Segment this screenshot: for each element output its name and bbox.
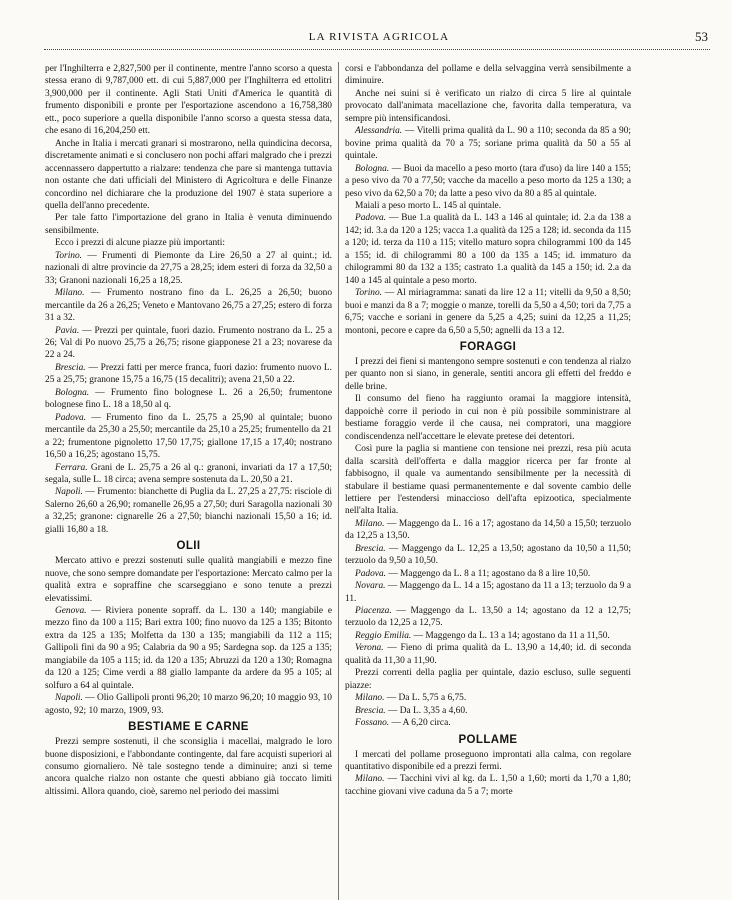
- market-entry: [345, 125, 631, 162]
- market-prices: Grani de L. 25,75 a 26 al q.: granoni, invariati da 17 a 17,50; segala, sulle L. 18 circa; avena sempre sostenuta da L. 20,50 a 21.: [45, 462, 333, 485]
- paragraph: Ecco i prezzi di alcune piazze più importanti:: [55, 238, 225, 249]
- paragraph: Prezzi sempre sostenuti, il che sconsiglia i macellai, malgrado le loro buone disposizioni, e l'abbondante contingente, dal fare acquisti superiori al consumo giornaliero. Nè tale sostegno tende a diminuire; anzi si teme ancora qualche rialzo non ostante che questi abbiano già toccato limiti altissimi. Allora quando, cioè, saremo nel periodo dei massimi: [45, 737, 332, 797]
- market-prices: — Riviera ponente sopraff. da L. 130 a 140; mangiabile e mezzo fino da 100 a 115; Bari extra 100; fino nuovo da 125 a 135; Bitonto extra da 125 a 135; Molfetta da 130 a 135; mangiabili da 112 a 115; Gallipoli fini da 90 a 95; Calabria da 90 a 95; Sardegna sop. da 125 a 135; mangiabile da 105 a 115; id. da 120 a 135; Abruzzi da 120 a 130; Romagna da 120 a 125; Cime verdi a 88 giallo lampante da ardere da 95 a 105; al solfuro a 64 al quintale.: [45, 606, 333, 691]
- market-entry: [345, 773, 631, 798]
- paragraph: Così pure la paglia si mantiene con tensione nei prezzi, resa più acuta dalla scarsità dell'offerta e dalla maggior ricerca per far fronte al fabbisogno, il quale va aumentando sensibilmente per la necessità di stabulare il bestiame quasi permanentemente e dal sovente cambio delle lettiere per l'estendersi minaccioso dell'afta epizootica, specialmente nell'alta Italia.: [345, 444, 631, 517]
- market-prices: — Fieno di prima qualità da L. 13,90 a 14,40; id. di seconda qualità da 11,30 a 11,90.: [345, 643, 631, 666]
- section-heading-olii: OLII: [176, 540, 201, 553]
- market-list: [345, 692, 631, 729]
- market-city: Napoli.: [55, 693, 83, 704]
- market-prices: — Maggengo da L. 16 a 17; agostano da 14,50 a 15,50; terzuolo da 12,25 a 13,50.: [345, 518, 632, 542]
- market-entry: [345, 717, 631, 729]
- market-entry: [345, 200, 631, 212]
- market-city: Brescia.: [355, 543, 386, 554]
- paragraph: Prezzi correnti della paglia per quintale, dazio escluso, sulle seguenti piazze:: [345, 668, 631, 691]
- market-prices: — Frumento nostrano fino da L. 26,25 a 26,50; buono mercantile da 26 a 26,25; Veneto e Mantovano 26,75 a 27,25; estero di forza 31 a 32.: [45, 288, 333, 324]
- market-prices: — Tacchini vivi al kg. da L. 1,50 a 1,60; morti da 1,70 a 1,80; tacchine giovani vive caduna da 5 a 7; morte: [345, 774, 632, 797]
- market-list: [345, 125, 631, 337]
- paragraph: Anche nei suini si è verificato un rialzo di circa 5 lire al quintale provocato dall'animata macellazione che, favorita dalla temperatura, va sempre più intensificandosi.: [345, 88, 631, 124]
- market-city: Brescia.: [355, 705, 386, 716]
- market-entry: [345, 518, 631, 543]
- section-heading-foraggi: FORAGGI: [459, 340, 517, 353]
- market-city: Reggio Emilia.: [355, 630, 412, 641]
- market-city: Napoli.: [55, 487, 83, 498]
- market-prices: — Frumento: bianchette di Puglia da L. 27,25 a 27,75: risciole di Salerno 26,60 a 26,90; romanelle 26,95 a 27,50; duri Saragolla nazionali 30 a 32,25; granone: cignarelle 26 a 27,50; bianchi nazionali 15,50 a 16; id. gialli 16,80 a 18.: [45, 487, 333, 535]
- section-heading-pollame: POLLAME: [458, 733, 518, 746]
- market-city: Milano.: [355, 693, 385, 704]
- market-prices: — Da L. 5,75 a 6,75.: [386, 693, 467, 704]
- market-city: Padova.: [55, 412, 86, 423]
- market-prices: — Al miriagramma: sanati da lire 12 a 11; vitelli da 9,50 a 8,50; buoi e manzi da 8 a 7; moggie o manze, torelli da 5,50 a 4,50; tori da 7,75 a 6,75; vacche e soriani in genere da 5,25 a 4,25; suini da 12,25 a 11,25; montoni, pecore e capre da 6,50 a 5,50; agnelli da 13 a 12.: [345, 288, 632, 336]
- page-header: [44, 30, 714, 46]
- paragraph: Per tale fatto l'importazione del grano in Italia è venuta diminuendo sensibilmente.: [45, 213, 332, 236]
- market-prices: — Da L. 3,35 a 4,60.: [387, 705, 468, 716]
- market-prices: — Bue 1.a qualità da L. 143 a 146 al quintale; id. 2.a da 138 a 142; id. 3.a da 120 a 125; vacca 1.a qualità da 125 a 128; id. seconda da 115 a 120; id. terza da 110 a 115; vitello maturo sopra chilogrammi 100 da 145 a 155; id. di chilogrammi 80 a 100 da 135 a 145; id. immaturo da chilogrammi 80 da 132 a 135; castrato 1.a qualità da 145 a 150; id. 2.a da 140 a 145 al quintale a peso morto.: [345, 213, 632, 286]
- section-heading-bestiame: BESTIAME E CARNE: [128, 721, 249, 734]
- market-prices: — Frumento fino bolognese L. 26 a 26,50; frumentone bolognese fino L. 18 a 18,50 al q.: [45, 387, 332, 411]
- market-entry: [345, 705, 631, 717]
- market-prices: — Buoi da macello a peso morto (tara d'uso) da lire 140 a 155; a peso vivo da 70 a 77,50; vacche da macello a peso morto da 125 a 130; a peso vivo da 62,50 a 70; da latte a peso vivo da 80 a 85 al quintale.: [345, 163, 631, 199]
- market-entry: [345, 605, 631, 630]
- market-entry: [345, 568, 631, 580]
- market-entry: [45, 250, 332, 287]
- market-prices: — Maggengo da L. 8 a 11; agostano da 8 a lire 10,50.: [388, 568, 591, 579]
- market-city: Brescia.: [55, 362, 86, 373]
- market-entry: [345, 543, 631, 568]
- market-list: [45, 250, 332, 536]
- right-column: [345, 63, 631, 798]
- market-entry: [45, 692, 332, 717]
- market-prices: — Prezzi per quintale, fuori dazio. Frumento nostrano da L. 25 a 26; Val di Po nuovo 25,75 a 26,75; risone giapponese 21 a 23; novarese da 22 a 24.: [45, 325, 332, 361]
- market-city: Milano.: [55, 288, 85, 299]
- paragraph: I prezzi dei fieni si mantengono sempre sostenuti e con tendenza al rialzo per quanto non si siano, in generale, sentiti ancora gli effetti del freddo e delle brine.: [345, 356, 631, 392]
- market-city: Milano.: [355, 774, 385, 785]
- paragraph: Mercato attivo e prezzi sostenuti sulle qualità mangiabili e mezzo fine nuove, che sono sempre domandate per l'esportazione: Mercato calmo per la qualità extra e sopraffine che scarseggiano e sono tenute a prezzi elevatissimi.: [45, 556, 332, 604]
- page-number: 53: [695, 29, 708, 44]
- market-prices: — Maggengo da L. 13,50 a 14; agostano da 12 a 12,75; terzuolo da 12,25 a 12,75.: [345, 606, 631, 629]
- market-city: Torino.: [55, 250, 83, 261]
- market-list: [45, 605, 332, 717]
- market-city: Novara.: [355, 581, 386, 592]
- market-city: Bologna.: [55, 387, 90, 398]
- column-divider: [338, 62, 339, 900]
- market-entry: [45, 412, 332, 462]
- market-prices: — Maggengo da L. 12,25 a 13,50; agostano da 10,50 a 11,50; terzuolo da 9,50 a 10,50.: [345, 543, 632, 567]
- paragraph: Il consumo del fieno ha raggiunto oramai la maggiore intensità, dappoichè corre il periodo in cui non è più possibile somministrare al bestiame foraggio verde il che causa, nei compratori, una maggiore condiscendenza nell'accettare le elevate pretese dei detentori.: [345, 394, 631, 442]
- market-city: Fossano.: [355, 718, 390, 729]
- market-city: Milano.: [355, 518, 385, 529]
- market-city: Piacenza.: [355, 606, 392, 617]
- market-city: Ferrara.: [55, 462, 88, 473]
- paragraph: Anche in Italia i mercati granari si mostrarono, nella quindicina decorsa, discretamente animati e si conclusero non pochi affari malgrado che i prezzi accennassero dappertutto a rialzare: tendenza che pare si mantenga tuttavia non ostante che dati ufficiali del Ministero di Agricoltura e delle Finanze concordino nel dichiarare che la produzione del 1907 è stata superiore a quella dell'anno precedente.: [45, 138, 332, 211]
- market-entry: [45, 605, 332, 692]
- paragraph: corsi e l'abbondanza del pollame e della selvaggina verrà sensibilmente a diminuire.: [345, 64, 631, 87]
- market-list: [345, 773, 631, 798]
- market-city: Genova.: [55, 606, 87, 617]
- market-city: Padova.: [355, 213, 386, 224]
- market-prices: — Olio Gallipoli pronti 96,20; 10 marzo 96,20; 10 maggio 93, 10 agosto, 92; 10 marzo, 1909, 93.: [45, 693, 332, 716]
- market-entry: [45, 325, 332, 362]
- market-prices: — Vitelli prima qualità da L. 90 a 110; seconda da 85 a 90; bovine prima qualità da 70 a 75; soriane prima qualità da 50 a 55 al quintale.: [345, 126, 631, 162]
- market-entry: [45, 362, 332, 387]
- market-entry: [45, 387, 332, 412]
- market-prices: — Frumento fino da L. 25,75 a 25,90 al quintale; buono mercantile da 25,30 a 25,50; mercantile da 25,10 a 25,25; frumentello da 21 a 22; frumentone pignoletto 17,50 17,75; giallone 17,15 a 17,40; nostrano 16,50 a 16,25; agostano 15,75.: [45, 412, 333, 461]
- running-title: LA RIVISTA AGRICOLA: [308, 31, 450, 43]
- market-prices: — Maggengo da L. 14 a 15; agostano da 11 a 13; terzuolo da 9 a 11.: [345, 581, 631, 604]
- market-prices: — Frumenti di Piemonte da Lire 26,50 a 27 al quint.; id. nazionali di altre provincie da 27,75 a 28,25; idem esteri di forza da 32,50 a 33; Granoni nazionali 16,25 a 18,25.: [45, 250, 333, 286]
- market-city: Pavia.: [55, 325, 80, 336]
- paragraph: per l'Inghilterra e 2,827,500 per il continente, mentre l'anno scorso a questa stessa erano di 9,787,000 ett. di cui 5,887,000 per l'Inghilterra ed ettolitri 3,900,000 per il continente. Agli Stati Uniti d'America le quantità di frumento disponibili e pronte per l'esportazione ascendono a 16,758,380 ett., poco superiore a quella disponibile l'anno scorso a questa stessa data, che esano di 16,204,250 ett.: [45, 64, 332, 137]
- market-city: Verona.: [355, 643, 384, 654]
- market-entry: [345, 212, 631, 287]
- market-city: Bologna.: [355, 163, 390, 174]
- market-entry: [45, 462, 332, 487]
- header-rule: [44, 49, 710, 50]
- left-column: [45, 63, 332, 798]
- market-entry: [345, 287, 631, 337]
- market-entry: [45, 287, 332, 324]
- market-list: [345, 518, 631, 667]
- market-entry: [345, 163, 631, 200]
- market-entry: [45, 486, 332, 536]
- market-entry: [345, 642, 631, 667]
- market-city: Alessandria.: [355, 126, 403, 137]
- market-entry: [345, 630, 631, 642]
- market-prices: Maiali a peso morto L. 145 al quintale.: [355, 200, 502, 211]
- market-city: Torino.: [355, 288, 383, 299]
- market-entry: [345, 692, 631, 704]
- market-city: Padova.: [355, 568, 386, 579]
- market-prices: — A 6,20 circa.: [391, 718, 451, 729]
- market-prices: — Maggengo da L. 13 a 14; agostano da 11 a 11,50.: [413, 630, 610, 641]
- market-entry: [345, 580, 631, 605]
- market-prices: — Prezzi fatti per merce franca, fuori dazio: frumento nuovo L. 25 a 25,75; granone 15,75 a 16,75 (15 decalitri); avena 21,50 a 22.: [45, 362, 333, 386]
- paragraph: I mercati del pollame proseguono improntati alla calma, con regolare quantitativo disponibile ed a prezzi fermi.: [345, 749, 631, 773]
